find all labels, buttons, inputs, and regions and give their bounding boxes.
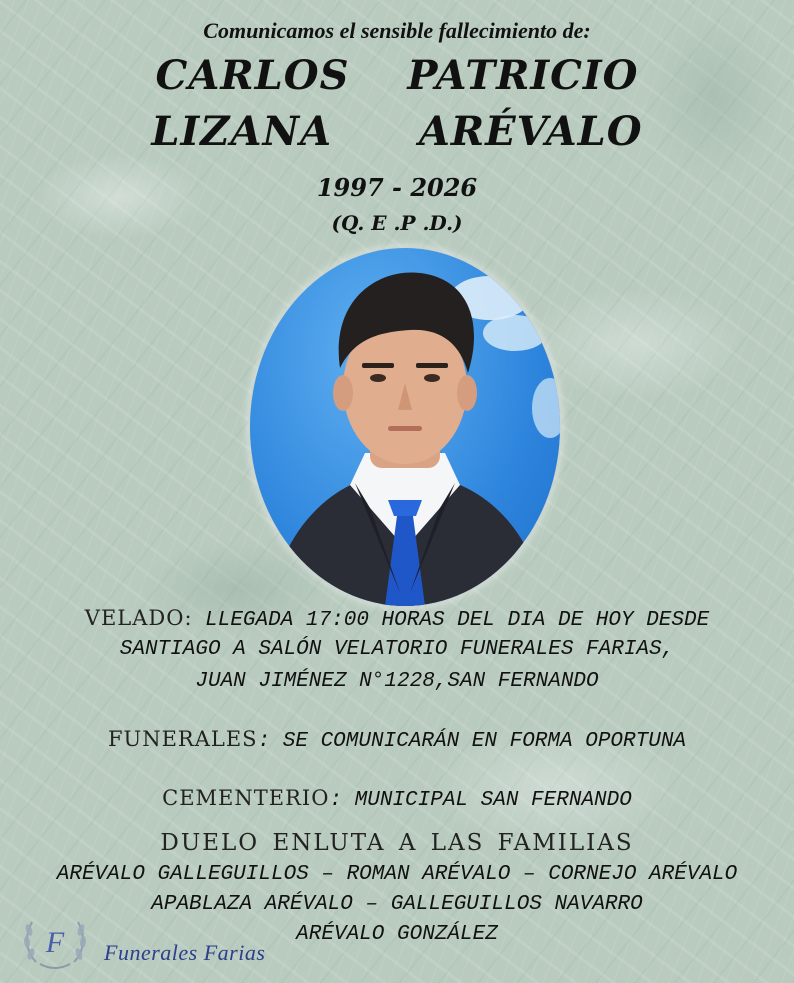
logo-letter: F: [45, 926, 65, 959]
deceased-surnames: LIZANA ARÉVALO: [151, 108, 643, 155]
portrait-illustration: [250, 248, 560, 606]
funerales-line: [0, 727, 794, 753]
cementerio-value: : MUNICIPAL SAN FERNANDO: [329, 789, 632, 812]
funerales-label: FUNERALES: [107, 727, 258, 751]
cementerio-line: [0, 786, 794, 812]
brand-name: Funerales Farias: [104, 940, 266, 965]
velado-value-1: LLEGADA 17:00 HORAS DEL DIA DE HOY DESDE: [192, 609, 710, 632]
families-line-2: APABLAZA ARÉVALO – GALLEGUILLOS NAVARRO: [151, 893, 643, 916]
cementerio-label: CEMENTERIO: [162, 786, 330, 810]
portrait-photo: [250, 248, 560, 606]
families-line-1: ARÉVALO GALLEGUILLOS – ROMAN ARÉVALO – CORNEJO ARÉVALO: [56, 863, 738, 886]
qepd-text: (Q. E .P .D.): [331, 211, 463, 235]
funerales-value: : SE COMUNICARÁN EN FORMA OPORTUNA: [257, 730, 687, 753]
duelo-heading: DUELO ENLUTA A LAS FAMILIAS: [160, 830, 634, 856]
velado-line-2: SANTIAGO A SALÓN VELATORIO FUNERALES FARIAS,: [119, 638, 675, 661]
intro-text: Comunicamos el sensible fallecimiento de:: [203, 18, 591, 43]
velado-label: VELADO:: [84, 606, 193, 630]
velado-line-1: [0, 606, 794, 632]
velado-line-3: JUAN JIMÉNEZ N°1228,SAN FERNANDO: [195, 670, 599, 693]
life-years: 1997 - 2026: [316, 173, 478, 202]
laurel-wreath-logo-icon: [22, 910, 88, 972]
families-line-3: ARÉVALO GONZÁLEZ: [296, 923, 498, 946]
deceased-first-names: CARLOS PATRICIO: [155, 52, 639, 99]
